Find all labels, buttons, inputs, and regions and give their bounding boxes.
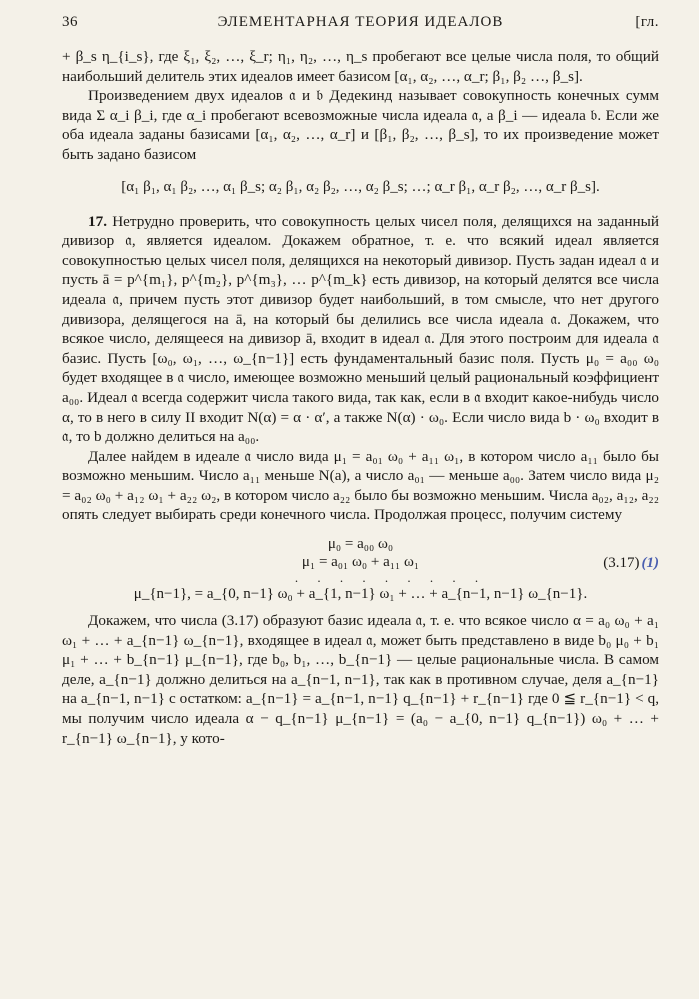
page-number: 36 (62, 14, 78, 30)
paragraph-basis-proof: Докажем, что числа (3.17) образуют базис идеала 𝔞, т. е. что всякое число α = a₀ ω₀ + a₁ ω₁ + … + a_{n−1} ω_{n−1}, входящее в идеал 𝔞, может быть представлено в виде b₀ μ₀ + b₁ μ₁ + … + b_{n−1} μ_{n−1}, где b₀, b₁, …, b_{n−1} — целые рациональные числа. В самом деле, a_{n−1} должно делиться на a_{n−1, n−1}, так как в противном случае, деля a_{n−1} на a_{n−1, n−1} с остатком: a_{n−1} = a_{n−1, n−1} q_{n−1} + r_{n−1} где 0 ≦ r_{n−1} < q, мы получим число идеала α − q_{n−1} μ_{n−1} = (a₀ − a_{0, n−1} q_{n−1}) ω₀ + … + r_{n−1} ω_{n−1}, у кото- (62, 612, 659, 747)
running-title: ЭЛЕМЕНТАРНАЯ ТЕОРИЯ ИДЕАЛОВ (217, 14, 504, 30)
system-line-mun1: μ_{n−1}, = a_{0, n−1} ω₀ + a_{1, n−1} ω₁ + … + a_{n−1, n−1} ω_{n−1}. (133, 586, 588, 603)
section-number: 17. (88, 212, 107, 230)
paragraph-ideal-product: Произведением двух идеалов 𝔞 и 𝔟 Дедекинд называет совокупность конечных сумм вида Σ α_i β_i, где α_i пробегают всевозможные числа идеала 𝔞, а β_i — идеала 𝔟. Если же оба идеала заданы базисами [α₁, α₂, …, α_r] и [β₁, β₂, …, β_s], то их произведение может быть задано базисом (62, 87, 659, 163)
system-line-mu0: μ₀ = a₀₀ ω₀ (327, 536, 394, 553)
product-basis-formula: [α₁ β₁, α₁ β₂, …, α₁ β_s; α₂ β₁, α₂ β₂, …, α₂ β_s; …; α_r β₁, α_r β₂, …, α_r β_s]. (121, 178, 600, 195)
section-17-text: Нетрудно проверить, что совокупность целых чисел поля, делящихся на заданный дивизор 𝔞, является идеалом. Докажем обратное, т. е. что всякий идеал является совокупностью целых чисел поля, делящихся на некоторый дивизор. Пусть задан идеал 𝔞 и пусть ā = p^{m₁}, p^{m₂}, p^{m₃}, … p^{m_k} есть дивизор, на который делятся все числа идеала 𝔞, причем пусть этот дивизор будет наибольший, в том смысле, что нет другого дивизора, делящегося на ā, на который бы делились все числа идеала 𝔞. Докажем, что всякое число, делящееся на дивизор ā, входит в идеал 𝔞. Для этого построим для идеала 𝔞 базис. Пусть [ω₀, ω₁, …, ω_{n−1}] есть фундаментальный базис поля. Пусть μ₀ = a₀₀ ω₀ будет входящее в 𝔞 число, имеющее возможно меньший целый рациональный коэффициент a₀₀. Идеал 𝔞 всегда содержит числа такого вида, так как, если в 𝔞 входит какое-нибудь число α, то в него в силу II входит N(α) = α · α′, а также N(α) · ω₀. Если число вида b · ω₀ входит в 𝔞, то b должно делиться на a₀₀. (62, 212, 659, 446)
equation-label (603, 555, 659, 572)
equation-number: (3.17) (603, 555, 640, 572)
paragraph-gcd-basis: + β_s η_{i_s}, где ξ₁, ξ₂, …, ξ_r; η₁, η₂, …, η_s пробегают все целые числа поля, то общий наибольший делитель этих идеалов имеет базисом [α₁, α₂, …, α_r; β₁, β₂ …, β_s]. (62, 48, 659, 85)
paragraph-further: Далее найдем в идеале 𝔞 число вида μ₁ = a₀₁ ω₀ + a₁₁ ω₁, в котором число a₁₁ было бы возможно меньшим. Число a₁₁ меньше N(a), а число a₀₁ — меньше a₀₀. Затем число вида μ₂ = a₀₂ ω₀ + a₁₂ ω₁ + a₂₂ ω₂, в котором число a₂₂ было бы возможно меньшим. Числа a₀₂, a₁₂, a₂₂ опять следует выбирать среди конечного числа. Продолжая процесс, получим систему (62, 447, 659, 524)
equation-system-3-17 (62, 535, 659, 603)
pencil-annotation: (1) (641, 555, 659, 572)
system-line-mu1: μ₁ = a₀₁ ω₀ + a₁₁ ω₁ (301, 554, 420, 571)
paragraph-section-17 (62, 212, 659, 447)
system-dots: . . . . . . . . . (294, 570, 487, 586)
section-mark: [гл. (635, 14, 659, 30)
running-header (62, 14, 659, 31)
